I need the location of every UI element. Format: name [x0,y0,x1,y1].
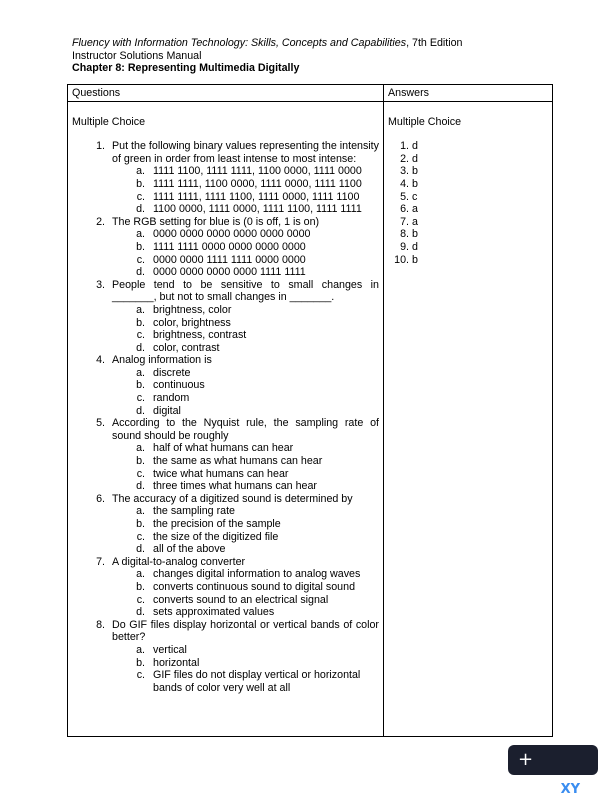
option-list [112,505,379,555]
option-list [112,165,379,215]
option-item: a. brightness, color [148,304,379,317]
option-list [112,304,379,354]
answer-item: 4. b [412,178,548,191]
edition: , 7th Edition [406,37,463,49]
question-item [108,417,379,493]
answer-item: 6. a [412,203,548,216]
question-item [108,279,379,355]
answer-item: 2. d [412,153,548,166]
question-text: 3. People tend to be sensitive to small changes in _______, but not to small changes in _______. [112,278,379,304]
chapter-title: Chapter 8: Representing Multimedia Digitally [72,62,300,75]
option-item: b. horizontal [148,657,379,670]
option-item: d. three times what humans can hear [148,480,379,493]
option-item: a. half of what humans can hear [148,442,379,455]
option-list [112,442,379,492]
question-item [108,216,379,279]
answer-list [388,140,548,266]
option-item: a. the sampling rate [148,505,379,518]
option-item: b. converts continuous sound to digital sound [148,581,379,594]
answer-item: 1. d [412,140,548,153]
questions-section-label: Multiple Choice [72,115,146,128]
option-item: a. 1111 1100, 1111 1111, 1100 0000, 1111 0000 [148,165,379,178]
question-item [108,619,379,695]
studyxy-badge[interactable] [508,745,598,797]
option-item: d. all of the above [148,543,379,556]
question-text: 8. Do GIF files display horizontal or vertical bands of color better? [112,618,379,644]
answer-item: 7. a [412,216,548,229]
option-item: c. GIF files do not display vertical or horizontal bands of color very well at all [148,669,379,694]
option-item: b. the same as what humans can hear [148,455,379,468]
answers-header: Answers [384,85,553,102]
option-item: d. digital [148,405,379,418]
option-item: b. the precision of the sample [148,518,379,531]
option-list [112,367,379,417]
answer-item: 8. b [412,228,548,241]
question-text: 4. Analog information is [112,354,212,367]
option-item: c. 0000 0000 1111 1111 0000 0000 [148,254,379,267]
question-text: 5. According to the Nyquist rule, the sampling rate of sound should be roughly [112,417,379,442]
answer-item: 3. b [412,165,548,178]
answer-item: 9. d [412,241,548,254]
option-item: d. sets approximated values [148,606,379,619]
brand-accent: XY [560,782,581,797]
option-item: c. twice what humans can hear [148,468,379,481]
option-item: b. continuous [148,379,379,392]
answers-section-label: Multiple Choice [388,115,462,128]
question-text: 6. The accuracy of a digitized sound is determined by [112,492,353,505]
option-item: d. color, contrast [148,342,379,355]
document-header [72,37,552,75]
question-item [108,354,379,417]
option-item: c. the size of the digitized file [148,531,379,544]
option-item: d. 1100 0000, 1111 0000, 1111 1100, 1111 1111 [148,203,379,216]
option-item: a. changes digital information to analog waves [148,568,379,581]
option-list [112,644,379,694]
question-list [72,140,379,694]
question-item [108,556,379,619]
question-text: 2. The RGB setting for blue is (0 is off, 1 is on) [112,215,320,228]
question-item [108,493,379,556]
option-item: b. 1111 1111, 1100 0000, 1111 0000, 1111 1100 [148,178,379,191]
question-item [108,140,379,216]
brand-main: Study [518,782,561,797]
option-item: a. discrete [148,367,379,380]
option-item: a. 0000 0000 0000 0000 0000 0000 [148,228,379,241]
answers-cell [384,101,553,736]
answer-item: 10. b [412,254,548,267]
option-item: a. vertical [148,644,379,657]
option-item: c. converts sound to an electrical signal [148,594,379,607]
option-list [112,568,379,618]
question-text: 1. Put the following binary values representing the intensity of green in order from least intense to most intense: [112,140,379,165]
questions-cell [68,101,384,736]
qa-table [67,84,553,737]
option-item: b. 1111 1111 0000 0000 0000 0000 [148,241,379,254]
book-title: Fluency with Information Technology: Skills, Concepts and Capabilities [72,37,407,49]
option-list [112,228,379,278]
questions-header: Questions [68,85,384,102]
option-item: c. brightness, contrast [148,329,379,342]
option-item: c. random [148,392,379,405]
option-item: c. 1111 1111, 1111 1100, 1111 0000, 1111 1100 [148,191,379,204]
answer-item: 5. c [412,191,548,204]
option-item: b. color, brightness [148,317,379,330]
manual-title: Instructor Solutions Manual [72,49,202,62]
plus-icon: + [518,749,534,770]
book-title-line [72,37,552,50]
question-text: 7. A digital-to-analog converter [112,555,246,568]
option-item: d. 0000 0000 0000 0000 1111 1111 [148,266,379,279]
